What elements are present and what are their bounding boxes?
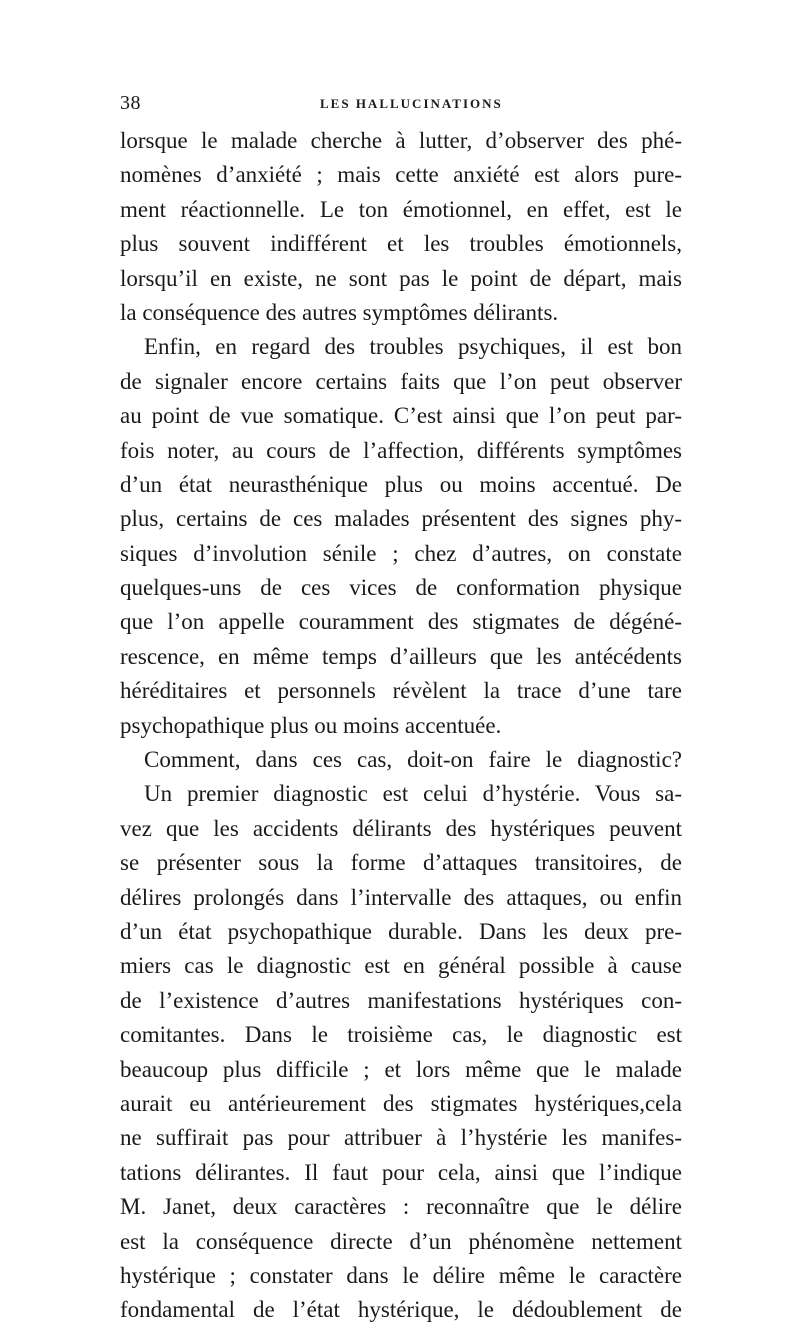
text-line: de signaler encore certains faits que l’on peut observer (120, 368, 682, 394)
text-line: Un premier diagnostic est celui d’hystérie. Vous sa- (144, 781, 682, 807)
text-line: plus souvent indifférent et les troubles émotionnels, (120, 231, 682, 257)
text-line: miers cas le diagnostic est en général possible à cause (120, 953, 682, 979)
text-line: fois noter, au cours de l’affection, différents symptômes (120, 437, 682, 463)
page-number: 38 (120, 92, 141, 114)
text-line: Enfin, en regard des troubles psychiques, il est bon (144, 334, 682, 360)
text-line: la conséquence des autres symptômes délirants. (120, 299, 559, 325)
body-text (120, 124, 682, 1328)
text-line: fondamental de l’état hystérique, le dédoublement de (120, 1297, 682, 1323)
text-line: nomènes d’anxiété ; mais cette anxiété est alors pure- (120, 162, 682, 188)
text-line: beaucoup plus difficile ; et lors même que le malade (120, 1056, 682, 1082)
text-line: siques d’involution sénile ; chez d’autres, on constate (120, 540, 682, 566)
text-line: se présenter sous la forme d’attaques transitoires, de (120, 850, 682, 876)
text-line: héréditaires et personnels révèlent la trace d’une tare (120, 678, 682, 704)
running-title: LES HALLUCINATIONS (320, 96, 503, 111)
text-line: lorsqu’il en existe, ne sont pas le point de départ, mais (120, 265, 682, 291)
text-line: d’un état psychopathique durable. Dans les deux pre- (120, 918, 682, 944)
text-line: ment réactionnelle. Le ton émotionnel, en effet, est le (120, 196, 682, 222)
text-line: de l’existence d’autres manifestations hystériques con- (120, 987, 682, 1013)
text-line: M. Janet, deux caractères : reconnaître que le délire (120, 1194, 682, 1220)
page-header (118, 92, 680, 116)
text-line: vez que les accidents délirants des hystériques peuvent (120, 815, 682, 841)
text-line: plus, certains de ces malades présentent des signes phy- (120, 506, 682, 532)
text-line: rescence, en même temps d’ailleurs que les antécédents (120, 643, 682, 669)
text-line: délires prolongés dans l’intervalle des attaques, ou enfin (120, 884, 682, 910)
text-line: aurait eu antérieurement des stigmates hystériques,cela (120, 1090, 682, 1116)
text-line: ne suffirait pas pour attribuer à l’hystérie les manifes- (120, 1125, 682, 1151)
text-line: est la conséquence directe d’un phénomène nettement (120, 1228, 682, 1254)
text-line: d’un état neurasthénique plus ou moins accentué. De (120, 471, 682, 497)
text-line: au point de vue somatique. C’est ainsi que l’on peut par- (120, 403, 682, 429)
text-line: lorsque le malade cherche à lutter, d’observer des phé- (120, 128, 682, 153)
text-line: tations délirantes. Il faut pour cela, ainsi que l’indique (120, 1159, 682, 1185)
text-line: Comment, dans ces cas, doit-on faire le diagnostic? (144, 747, 682, 773)
text-line: psychopathique plus ou moins accentuée. (120, 712, 502, 738)
text-line: comitantes. Dans le troisième cas, le diagnostic est (120, 1022, 682, 1048)
text-line: quelques-uns de ces vices de conformation physique (120, 575, 682, 601)
text-line: hystérique ; constater dans le délire même le caractère (120, 1262, 682, 1288)
text-line: que l’on appelle couramment des stigmates de dégéné- (120, 609, 682, 635)
